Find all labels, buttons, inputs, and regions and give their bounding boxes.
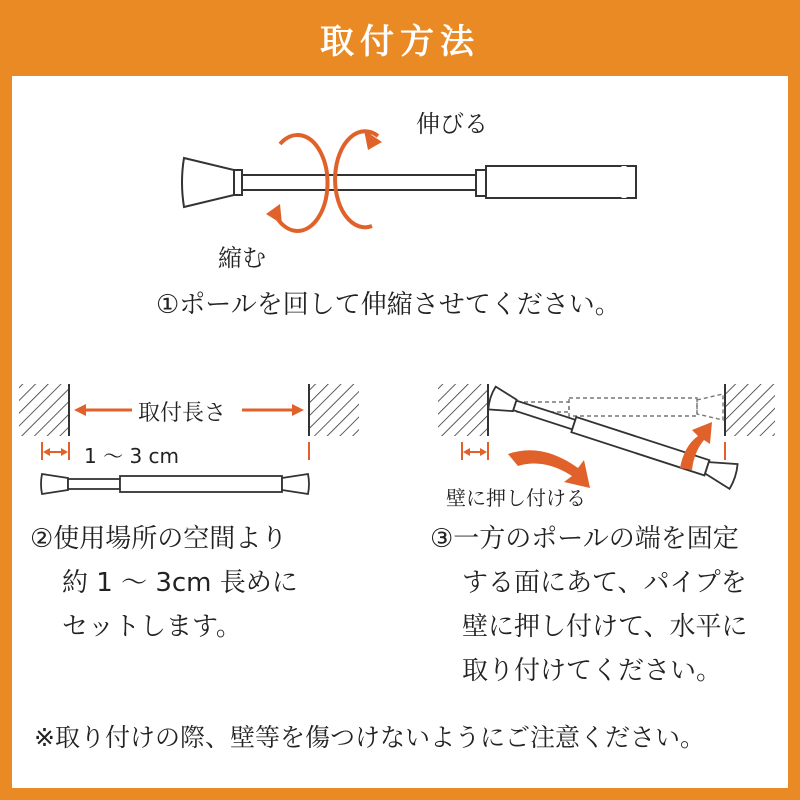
mounting-length-label: 取付長さ xyxy=(138,401,227,426)
outer-pipe xyxy=(486,166,636,198)
step3-caption-line1: ③一方のポールの端を固定 xyxy=(430,524,739,554)
wall-right-step3 xyxy=(725,384,775,436)
push-label: 壁に押し付ける xyxy=(446,486,586,510)
caution-note: ※取り付けの際、壁等を傷つけないようにご注意ください。 xyxy=(34,723,705,752)
short-pole-cap-left xyxy=(41,474,68,494)
step1-pole-illustration xyxy=(182,158,636,207)
wall-left xyxy=(19,384,69,436)
step3-caption-line3: 壁に押し付けて、水平に xyxy=(462,612,748,642)
short-pole-cap-right xyxy=(282,474,309,494)
wall-right xyxy=(309,384,359,436)
dimension-label: 1 ～ 3 cm xyxy=(84,444,179,468)
step2-caption-line1: ②使用場所の空間より xyxy=(30,524,288,554)
instruction-panel xyxy=(12,76,788,788)
length-arrow-left xyxy=(74,404,86,416)
wall-left-step3 xyxy=(438,384,488,436)
shrink-label: 縮む xyxy=(218,244,266,272)
page-title: 取付方法 xyxy=(320,21,480,62)
header-bar xyxy=(0,0,800,76)
inner-pipe xyxy=(242,175,476,190)
step3-caption-line2: する面にあて、パイプを xyxy=(462,568,747,598)
extend-label: 伸びる xyxy=(416,110,488,138)
length-arrow-right xyxy=(292,404,304,416)
pole-end-cap-left xyxy=(182,158,234,207)
step2-caption-line3: セットします。 xyxy=(62,612,242,642)
step2-caption-line2: 約 1 ～ 3cm 長めに xyxy=(62,568,298,598)
step3-caption-line4: 取り付けてください。 xyxy=(462,656,723,686)
step1-caption: ①ポールを回して伸縮させてください。 xyxy=(156,290,621,320)
step3-illustration xyxy=(438,384,775,489)
